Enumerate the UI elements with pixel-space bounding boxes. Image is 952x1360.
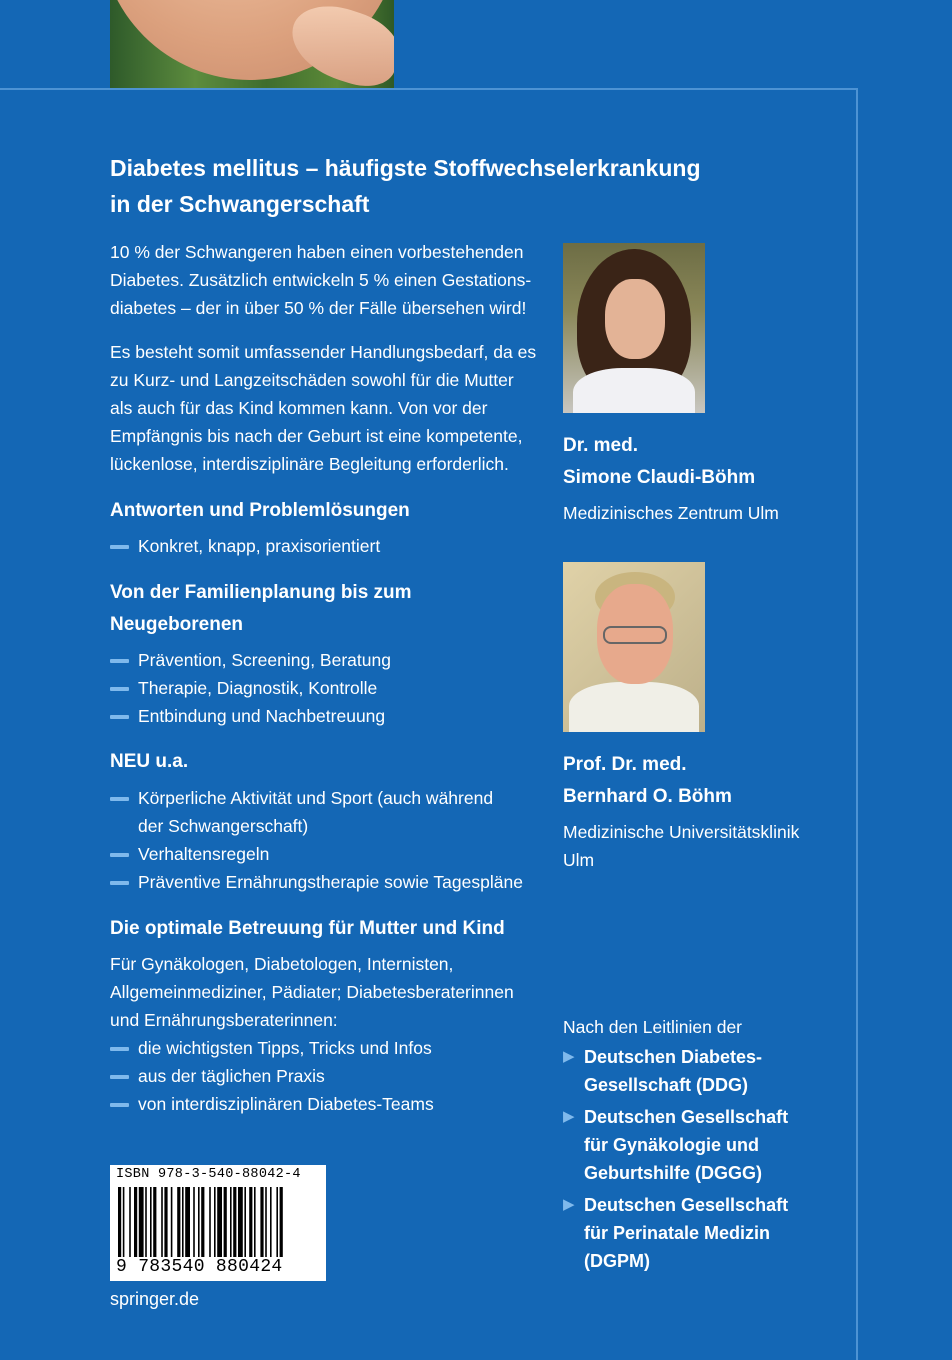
author-portrait-claudi-boehm [563, 243, 705, 413]
author-portrait-boehm [563, 562, 705, 732]
author-affiliation: Medizinische Universitätsklinik [563, 822, 800, 842]
list-item: Therapie, Diagnostik, Kontrolle [110, 674, 550, 702]
triangle-arrow-icon: ▶ [563, 1048, 575, 1065]
barcode-bar [134, 1187, 137, 1257]
section-title-new: NEU u.a. [110, 751, 189, 772]
publisher-website[interactable]: springer.de [110, 1289, 200, 1309]
text-line: diabetes – der in über 50 % der Fälle übersehen wird! [110, 298, 527, 318]
answers-list [110, 532, 550, 560]
list-item: Präventive Ernährungstherapie sowie Tagespläne [110, 868, 550, 896]
isbn-barcode [110, 1165, 326, 1281]
guidelines-intro: Nach den Leitlinien der [563, 1017, 743, 1037]
guidelines-list [563, 1043, 823, 1279]
frame-top-line [0, 88, 858, 90]
care-list [110, 1034, 550, 1118]
barcode-bar [270, 1187, 272, 1257]
guideline-item: ▶ Deutschen Gesellschaft für Gynäkologie und Geburtshilfe (DGGG) [563, 1103, 823, 1187]
barcode-bar [193, 1187, 195, 1257]
text-line: 10 % der Schwangeren haben einen vorbestehenden [110, 242, 524, 262]
barcode-bar [123, 1187, 125, 1257]
barcode-bar [214, 1187, 216, 1257]
barcode-bar [254, 1187, 256, 1257]
list-item: Konkret, knapp, praxisorientiert [110, 532, 550, 560]
barcode-bar [171, 1187, 173, 1257]
guideline-item: ▶ Deutschen Gesellschaft für Perinatale Medizin (DGPM) [563, 1191, 823, 1275]
new-list [110, 784, 550, 896]
guideline-item: ▶ Deutschen Diabetes- Gesellschaft (DDG) [563, 1043, 823, 1099]
dash-bullet-icon [110, 545, 129, 549]
dash-bullet-icon [110, 853, 129, 857]
intro-paragraph [110, 238, 550, 322]
text-line: Allgemeinmediziner, Pädiater; Diabetesberaterinnen [110, 982, 514, 1002]
dash-bullet-icon [110, 881, 129, 885]
barcode-bar [238, 1187, 243, 1257]
barcode-bar [198, 1187, 200, 1257]
barcode-bar [150, 1187, 152, 1257]
cover-photo-pregnant-belly [110, 0, 394, 88]
list-item: Körperliche Aktivität und Sport (auch während der Schwangerschaft) [110, 784, 550, 840]
list-item: Prävention, Screening, Beratung [110, 646, 550, 674]
dash-bullet-icon [110, 715, 129, 719]
barcode-bar [185, 1187, 190, 1257]
family-list [110, 646, 550, 730]
text-line: lückenlose, interdisziplinäre Begleitung erforderlich. [110, 454, 509, 474]
author-title: Prof. Dr. med. [563, 754, 687, 775]
text-line: Empfängnis bis nach der Geburt ist eine kompetente, [110, 426, 523, 446]
barcode-bar [265, 1187, 267, 1257]
barcode-bar [260, 1187, 263, 1257]
section-title-answers: Antworten und Problemlösungen [110, 500, 410, 521]
isbn-number: ISBN 978-3-540-88042-4 [116, 1167, 301, 1182]
barcode-bar [164, 1187, 167, 1257]
author-affiliation: Ulm [563, 850, 595, 870]
barcode-bar [118, 1187, 121, 1257]
dash-bullet-icon [110, 687, 129, 691]
barcode-bar [182, 1187, 184, 1257]
list-item: aus der täglichen Praxis [110, 1062, 550, 1090]
barcode-bar [217, 1187, 222, 1257]
dash-bullet-icon [110, 1075, 129, 1079]
barcode-digits: 9 783540 880424 [116, 1257, 283, 1277]
title-line: Neugeborenen [110, 614, 244, 635]
triangle-arrow-icon: ▶ [563, 1108, 575, 1125]
headline [110, 150, 730, 222]
barcode-bar [224, 1187, 227, 1257]
author-info-2 [563, 749, 843, 874]
barcode-bar [129, 1187, 131, 1257]
barcode-bar [276, 1187, 278, 1257]
dash-bullet-icon [110, 1103, 129, 1107]
text-line: und Ernährungsberaterinnen: [110, 1010, 338, 1030]
section-title-care: Die optimale Betreuung für Mutter und Kind [110, 918, 505, 939]
dash-bullet-icon [110, 797, 129, 801]
barcode-bar [201, 1187, 204, 1257]
barcode-bar [233, 1187, 236, 1257]
barcode-bar [161, 1187, 163, 1257]
list-item: Entbindung und Nachbetreuung [110, 702, 550, 730]
barcode-bar [153, 1187, 156, 1257]
barcode-bar [230, 1187, 232, 1257]
list-item: Verhaltensregeln [110, 840, 550, 868]
frame-right-line [856, 88, 858, 1360]
barcode-bar [244, 1187, 246, 1257]
text-line: als auch für das Kind kommen kann. Von vor der [110, 398, 488, 418]
text-line: Es besteht somit umfassender Handlungsbedarf, da es [110, 342, 537, 362]
barcode-bar [209, 1187, 211, 1257]
barcode-bar [280, 1187, 283, 1257]
text-line: Für Gynäkologen, Diabetologen, Internisten, [110, 954, 454, 974]
author-info-1 [563, 430, 843, 527]
author-title: Dr. med. [563, 435, 638, 456]
list-item: die wichtigsten Tipps, Tricks und Infos [110, 1034, 550, 1062]
author-name: Bernhard O. Böhm [563, 786, 732, 807]
barcode-bar [249, 1187, 252, 1257]
author-affiliation: Medizinisches Zentrum Ulm [563, 503, 779, 523]
barcode-bar [145, 1187, 147, 1257]
author-name: Simone Claudi-Böhm [563, 467, 756, 488]
text-line: zu Kurz- und Langzeitschäden sowohl für die Mutter [110, 370, 514, 390]
care-paragraph [110, 950, 570, 1034]
barcode-bar [177, 1187, 180, 1257]
title-line: Von der Familienplanung bis zum [110, 582, 412, 603]
dash-bullet-icon [110, 1047, 129, 1051]
barcode-bar [139, 1187, 144, 1257]
triangle-arrow-icon: ▶ [563, 1196, 575, 1213]
dash-bullet-icon [110, 659, 129, 663]
list-item: von interdisziplinären Diabetes-Teams [110, 1090, 550, 1118]
barcode-bars [114, 1187, 322, 1259]
section-title-family [110, 577, 550, 641]
text-line: Diabetes. Zusätzlich entwickeln 5 % einen Gestations- [110, 270, 532, 290]
headline-line: in der Schwangerschaft [110, 191, 370, 217]
headline-line: Diabetes mellitus – häufigste Stoffwechselerkrankung [110, 155, 701, 181]
need-paragraph [110, 338, 550, 478]
